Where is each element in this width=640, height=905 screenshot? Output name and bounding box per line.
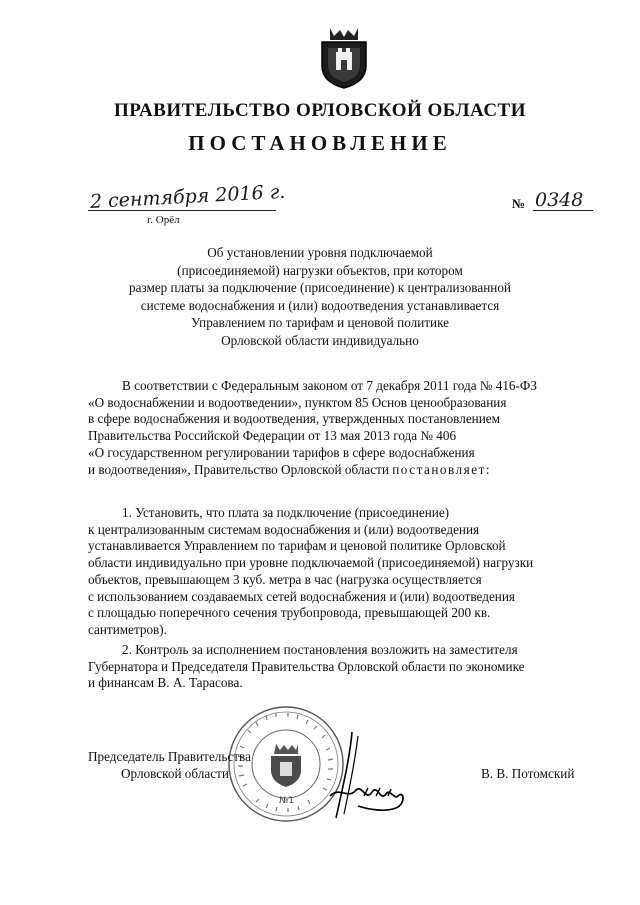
paragraph-line: к централизованным системам водоснабжения и (или) водоотведения: [88, 521, 480, 537]
document-number: 0348: [535, 189, 584, 211]
subject-line: Об установлении уровня подключаемой: [207, 245, 433, 260]
paragraph-line: с использованием создаваемых сетей водоснабжения и (или) водоотведения: [88, 588, 515, 604]
paragraph-line: сантиметров).: [88, 621, 167, 637]
document-date: 2 сентября 2016 г.: [89, 180, 286, 213]
paragraph-line: Губернатора и Председателя Правительства Орловской области по экономике: [88, 658, 525, 674]
paragraph-line: 2. Контроль за исполнением постановления возложить на заместителя: [122, 642, 518, 657]
document-type-title: ПОСТАНОВЛЕНИЕ: [188, 131, 452, 155]
item-1-paragraph: [88, 505, 588, 639]
paragraph-line: Правительства Российской Федерации от 13 мая 2013 года № 406: [88, 428, 457, 444]
government-title: ПРАВИТЕЛЬСТВО ОРЛОВСКОЙ ОБЛАСТИ: [113, 100, 526, 121]
svg-text:№1: №1: [279, 796, 295, 806]
resolves-word: постановляет:: [392, 461, 491, 477]
document-subject: [90, 244, 550, 349]
signatory-title: Председатель Правительства: [88, 749, 251, 764]
number-label: №: [512, 196, 526, 211]
paragraph-line: В соответствии с Федеральным законом от 7 декабря 2011 года № 416-ФЗ: [122, 378, 537, 393]
paragraph-line: области индивидуально при уровне подключаемой (присоединяемой) нагрузки: [88, 555, 534, 571]
paragraph-text: и водоотведения», Правительство Орловской области: [88, 461, 389, 477]
paragraph-line: «О государственном регулировании тарифов в сфере водоснабжения: [88, 444, 475, 460]
signatory-name: В. В. Потомский: [481, 766, 575, 781]
coat-of-arms-icon: [316, 24, 372, 90]
paragraph-line: и финансам В. А. Тарасова.: [88, 675, 243, 691]
subject-line: Орловской области индивидуально: [221, 332, 419, 348]
item-2-paragraph: [88, 642, 588, 692]
signatory-title-region: Орловской области: [121, 766, 229, 781]
preamble-paragraph: [88, 378, 588, 478]
date-underline: [88, 210, 276, 211]
signature-icon: [300, 726, 420, 824]
subject-line: размер платы за подключение (присоединение) к централизованной: [129, 280, 511, 295]
paragraph-line: [88, 462, 588, 479]
paragraph-line: 1. Установить, что плата за подключение (присоединение): [122, 505, 450, 520]
city-label: г. Орёл: [147, 214, 180, 226]
number-underline: [533, 210, 593, 211]
paragraph-line: «О водоснабжении и водоотведении», пунктом 85 Основ ценообразования: [88, 394, 507, 410]
subject-line: Управлением по тарифам и ценовой политике: [190, 315, 450, 330]
paragraph-line: объектов, превышающем 3 куб. метра в час (нагрузка осуществляется: [88, 571, 482, 587]
subject-line: системе водоснабжения и (или) водоотведения устанавливается: [140, 297, 500, 313]
subject-line: (присоединяемой) нагрузки объектов, при котором: [177, 262, 463, 278]
paragraph-line: с площадью поперечного сечения трубопровода, превышающей 200 кв.: [88, 605, 491, 621]
paragraph-line: устанавливается Управлением по тарифам и ценовой политике Орловской: [88, 538, 506, 554]
paragraph-line: в сфере водоснабжения и водоотведения, утвержденных постановлением: [88, 411, 500, 427]
